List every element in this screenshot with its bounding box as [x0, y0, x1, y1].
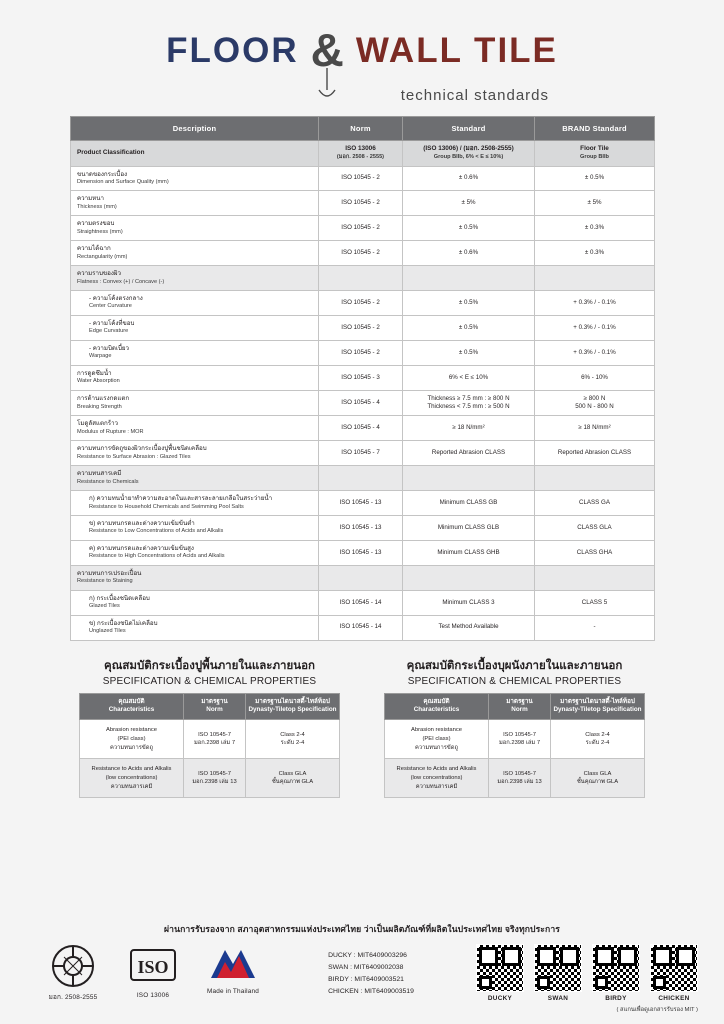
spec-cell-characteristic: Abrasion resistance (PEI class) ความทนการขัดถู [80, 720, 184, 759]
logo-ampersand [307, 24, 348, 76]
cell-description: ความทนการเปรอะเปื้อน Resistance to Staining [71, 565, 319, 590]
mit-code-line: SWAN : MIT6409002038 [328, 963, 404, 971]
cell-description: ค) ความทนกรดและด่างความเข้มข้นสูง Resistance to High Concentrations of Acids and Alkalis [71, 540, 319, 565]
svg-text:ISO: ISO [137, 957, 169, 977]
made-in-thailand-mark-block [200, 944, 266, 995]
cell-norm: ISO 10545 - 14 [319, 590, 403, 615]
col-brand-standard: BRAND Standard [535, 117, 655, 141]
cell-description: การต้านแรงกดแตก Breaking Strength [71, 390, 319, 416]
technical-standards-table [70, 116, 655, 640]
cell-brand: ≥ 800 N 500 N - 800 N [535, 390, 655, 416]
table-row [71, 316, 655, 341]
cell-brand: ± 0.5% [535, 166, 655, 191]
cell-norm: ISO 10545 - 2 [319, 340, 403, 365]
spec-cell-spec: Class GLA ชั้นคุณภาพ GLA [246, 759, 340, 798]
table-row [71, 291, 655, 316]
cell-norm: ISO 10545 - 2 [319, 316, 403, 341]
logo-subtitle: technical standards [400, 87, 549, 105]
cell-brand: + 0.3% / - 0.1% [535, 291, 655, 316]
cell-description: ความตรงขอบ Straightness (mm) [71, 216, 319, 241]
cell-norm: ISO 10545 - 7 [319, 441, 403, 466]
spec-title-en: SPECIFICATION & CHEMICAL PROPERTIES [407, 675, 622, 687]
table-row [71, 466, 655, 491]
qr-code-icon[interactable] [476, 944, 524, 992]
cell-standard [403, 266, 535, 291]
cell-brand: CLASS GLA [535, 516, 655, 541]
technical-standards-table-wrap [70, 116, 654, 640]
cell-standard: ± 0.5% [403, 216, 535, 241]
mit-code-line: BIRDY : MIT6409003521 [328, 975, 404, 983]
cell-standard: ± 0.6% [403, 166, 535, 191]
cell-standard: Reported Abrasion CLASS [403, 441, 535, 466]
cell-standard: Test Method Available [403, 615, 535, 640]
cell-description: ความหนา Thickness (mm) [71, 191, 319, 216]
cell-norm: ISO 10545 - 3 [319, 365, 403, 390]
cell-brand: ± 5% [535, 191, 655, 216]
spec-cell-spec: Class 2-4 ระดับ 2-4 [551, 720, 645, 759]
cell-brand: 6% - 10% [535, 365, 655, 390]
qr-footnote: ( สแกนเพื่อดูเอกสารรับรอง MIT ) [616, 1007, 698, 1013]
spec-cell-norm: ISO 10545-7 มอก.2398 เล่ม 7 [489, 720, 551, 759]
spec-section [375, 657, 654, 799]
cell-standard: ± 5% [403, 191, 535, 216]
cell-brand: CLASS GHA [535, 540, 655, 565]
cell-brand [535, 266, 655, 291]
col-standard: Standard [403, 117, 535, 141]
cell-description: ข) กระเบื้องชนิดไม่เคลือบ Unglazed Tiles [71, 615, 319, 640]
cell-description: การดูดซึมน้ำ Water Absorption [71, 365, 319, 390]
qr-code-label: CHICKEN [658, 995, 690, 1002]
qr-code-item[interactable] [650, 944, 698, 1002]
cell-brand [535, 565, 655, 590]
spec-header-row [385, 693, 645, 720]
qr-code-icon[interactable] [534, 944, 582, 992]
table-header-row [71, 117, 655, 141]
qr-code-item[interactable] [476, 944, 524, 1002]
spec-col-1: มาตรฐาน Norm [184, 693, 246, 720]
qr-code-item[interactable] [534, 944, 582, 1002]
table-row-classification [71, 141, 655, 166]
spec-col-2: มาตรฐานไดนาสตี้-ไทล์ท็อป Dynasty-Tiletop Specification [551, 693, 645, 720]
cell-brand: - [535, 615, 655, 640]
cell-brand: + 0.3% / - 0.1% [535, 316, 655, 341]
spec-cell-norm: ISO 10545-7 มอก.2398 เล่ม 13 [489, 759, 551, 798]
cell-standard: ≥ 18 N/mm² [403, 416, 535, 441]
cell-norm: ISO 10545 - 2 [319, 216, 403, 241]
tisi-mark-icon [40, 944, 106, 988]
cell-standard: ± 0.5% [403, 316, 535, 341]
col-norm: Norm [319, 117, 403, 141]
cell-norm: ISO 13006 (มอก. 2508 - 2555) [319, 141, 403, 166]
spec-cell-spec: Class GLA ชั้นคุณภาพ GLA [551, 759, 645, 798]
spec-cell-characteristic: Abrasion resistance (PEI class) ความทนการขัดถู [385, 720, 489, 759]
cell-norm: ISO 10545 - 2 [319, 166, 403, 191]
spec-row [385, 720, 645, 759]
table-row [71, 241, 655, 266]
table-row [71, 565, 655, 590]
cell-description: ก) กระเบื้องชนิดเคลือบ Glazed Tiles [71, 590, 319, 615]
cell-norm: ISO 10545 - 13 [319, 540, 403, 565]
spec-table [79, 693, 340, 799]
cell-description: ก) ความทนน้ำยาทำความสะอาดในและสารละลายเกลือในสระว่ายน้ำ Resistance to Household Chemicals and Swimming Pool Salts [71, 491, 319, 516]
table-row [71, 441, 655, 466]
qr-code-icon[interactable] [592, 944, 640, 992]
cell-norm: ISO 10545 - 13 [319, 516, 403, 541]
cell-brand: ± 0.3% [535, 216, 655, 241]
spec-cell-spec: Class 2-4 ระดับ 2-4 [246, 720, 340, 759]
cell-brand: ≥ 18 N/mm² [535, 416, 655, 441]
qr-code-icon[interactable] [650, 944, 698, 992]
spec-cell-norm: ISO 10545-7 มอก.2398 เล่ม 7 [184, 720, 246, 759]
spec-cell-characteristic: Resistance to Acids and Alkalis (low concentrations) ความทนสารเคมี [385, 759, 489, 798]
col-description: Description [71, 117, 319, 141]
qr-code-label: SWAN [547, 995, 569, 1002]
spec-col-0: คุณสมบัติ Characteristics [80, 693, 184, 720]
certification-marks [26, 944, 266, 1002]
cell-brand: + 0.3% / - 0.1% [535, 340, 655, 365]
cell-standard: ± 0.5% [403, 340, 535, 365]
cell-description: Product Classification [71, 141, 319, 166]
mit-code-line: DUCKY : MIT6409003296 [328, 952, 407, 959]
qr-code-item[interactable] [592, 944, 640, 1002]
cell-standard: Minimum CLASS 3 [403, 590, 535, 615]
cell-brand: Floor Tile Group BIIb [535, 141, 655, 166]
table-row [71, 516, 655, 541]
cell-brand: CLASS GA [535, 491, 655, 516]
tisi-mark-caption: มอก. 2508-2555 [48, 994, 98, 1001]
spec-col-2: มาตรฐานไดนาสตี้-ไทล์ท็อป Dynasty-Tiletop Specification [246, 693, 340, 720]
document-header [0, 0, 724, 104]
table-row [71, 615, 655, 640]
cell-norm [319, 266, 403, 291]
cell-description: ความทนการขัดถูของผิวกระเบื้องปูพื้นชนิดเคลือบ Resistance to Surface Abrasion : Glazed Tiles [71, 441, 319, 466]
cell-norm: ISO 10545 - 2 [319, 291, 403, 316]
table-row [71, 216, 655, 241]
table-row [71, 590, 655, 615]
hook-icon [315, 66, 339, 107]
table-row [71, 340, 655, 365]
qr-code-label: BIRDY [605, 995, 627, 1002]
cell-description: - ความโค้งที่ขอบ Edge Curvature [71, 316, 319, 341]
cell-brand: CLASS 5 [535, 590, 655, 615]
spec-row [80, 720, 340, 759]
iso-mark-caption: ISO 13006 [136, 992, 170, 999]
cell-standard: Thickness ≥ 7.5 mm : ≥ 800 N Thickness < 7.5 mm : ≥ 500 N [403, 390, 535, 416]
table-row [71, 491, 655, 516]
qr-codes [476, 944, 698, 1002]
cell-standard [403, 466, 535, 491]
logo-wall-text: WALL TILE [355, 30, 558, 70]
cell-standard: 6% < E ≤ 10% [403, 365, 535, 390]
cell-norm [319, 565, 403, 590]
iso-mark-block [120, 944, 186, 999]
cell-description: ความราบของผิว Flatness : Convex (+) / Concave (-) [71, 266, 319, 291]
spec-cell-norm: ISO 10545-7 มอก.2398 เล่ม 13 [184, 759, 246, 798]
cell-norm: ISO 10545 - 13 [319, 491, 403, 516]
cell-brand: ± 0.3% [535, 241, 655, 266]
table-row [71, 416, 655, 441]
table-row [71, 191, 655, 216]
certification-note: ผ่านการรับรองจาก สภาอุตสาหกรรมแห่งประเทศไทย ว่าเป็นผลิตภัณฑ์ที่ผลิตในประเทศไทย จริงทุกประการ [164, 924, 560, 934]
cell-standard [403, 565, 535, 590]
logo [0, 24, 724, 76]
iso-mark-icon [120, 944, 186, 988]
made-in-thailand-caption: Made in Thailand [206, 988, 260, 995]
cell-description: ข) ความทนกรดและด่างความเข้มข้นต่ำ Resistance to Low Concentrations of Acids and Alkalis [71, 516, 319, 541]
spec-row [385, 759, 645, 798]
mit-codes [328, 944, 414, 998]
cell-norm: ISO 10545 - 2 [319, 241, 403, 266]
table-row [71, 390, 655, 416]
cell-description: - ความบิดเบี้ยว Warpage [71, 340, 319, 365]
cell-norm: ISO 10545 - 2 [319, 191, 403, 216]
spec-row [80, 759, 340, 798]
cell-description: - ความโค้งตรงกลาง Center Curvature [71, 291, 319, 316]
made-in-thailand-icon [200, 944, 266, 984]
spec-section [70, 657, 349, 799]
cell-description: ความทนสารเคมี Resistance to Chemicals [71, 466, 319, 491]
table-row [71, 540, 655, 565]
spec-table [384, 693, 645, 799]
cell-standard: Minimum CLASS GB [403, 491, 535, 516]
cell-brand: Reported Abrasion CLASS [535, 441, 655, 466]
cell-standard: ± 0.6% [403, 241, 535, 266]
table-row [71, 166, 655, 191]
cell-standard: Minimum CLASS GHB [403, 540, 535, 565]
document-footer [0, 922, 724, 1024]
cell-standard: (ISO 13006) / (มอก. 2508-2555) Group BIIb, 6% < E ≤ 10%) [403, 141, 535, 166]
cell-norm: ISO 10545 - 4 [319, 416, 403, 441]
spec-cell-characteristic: Resistance to Acids and Alkalis (low concentrations) ความทนสารเคมี [80, 759, 184, 798]
spec-col-1: มาตรฐาน Norm [489, 693, 551, 720]
table-row [71, 365, 655, 390]
cell-description: ความได้ฉาก Rectangularity (mm) [71, 241, 319, 266]
cell-standard: ± 0.5% [403, 291, 535, 316]
logo-floor-text: FLOOR [166, 30, 299, 70]
logo-ampersand-glyph: & [310, 24, 344, 76]
cell-norm [319, 466, 403, 491]
table-row [71, 266, 655, 291]
spec-sections [70, 657, 654, 799]
cell-description: ขนาดของกระเบื้อง Dimension and Surface Quality (mm) [71, 166, 319, 191]
cell-brand [535, 466, 655, 491]
spec-col-0: คุณสมบัติ Characteristics [385, 693, 489, 720]
cell-standard: Minimum CLASS GLB [403, 516, 535, 541]
tisi-mark-block [40, 944, 106, 1002]
spec-header-row [80, 693, 340, 720]
cell-norm: ISO 10545 - 4 [319, 390, 403, 416]
spec-title-en: SPECIFICATION & CHEMICAL PROPERTIES [102, 675, 317, 687]
qr-code-label: DUCKY [487, 995, 513, 1002]
mit-code-line: CHICKEN : MIT6409003519 [328, 987, 414, 995]
spec-title-th: คุณสมบัติกระเบื้องบุผนังภายในและภายนอก [406, 659, 623, 672]
cell-norm: ISO 10545 - 14 [319, 615, 403, 640]
spec-title-th: คุณสมบัติกระเบื้องปูพื้นภายในและภายนอก [104, 659, 315, 672]
cell-description: โมดูลัสแตกร้าว Modulus of Rupture : MOR [71, 416, 319, 441]
